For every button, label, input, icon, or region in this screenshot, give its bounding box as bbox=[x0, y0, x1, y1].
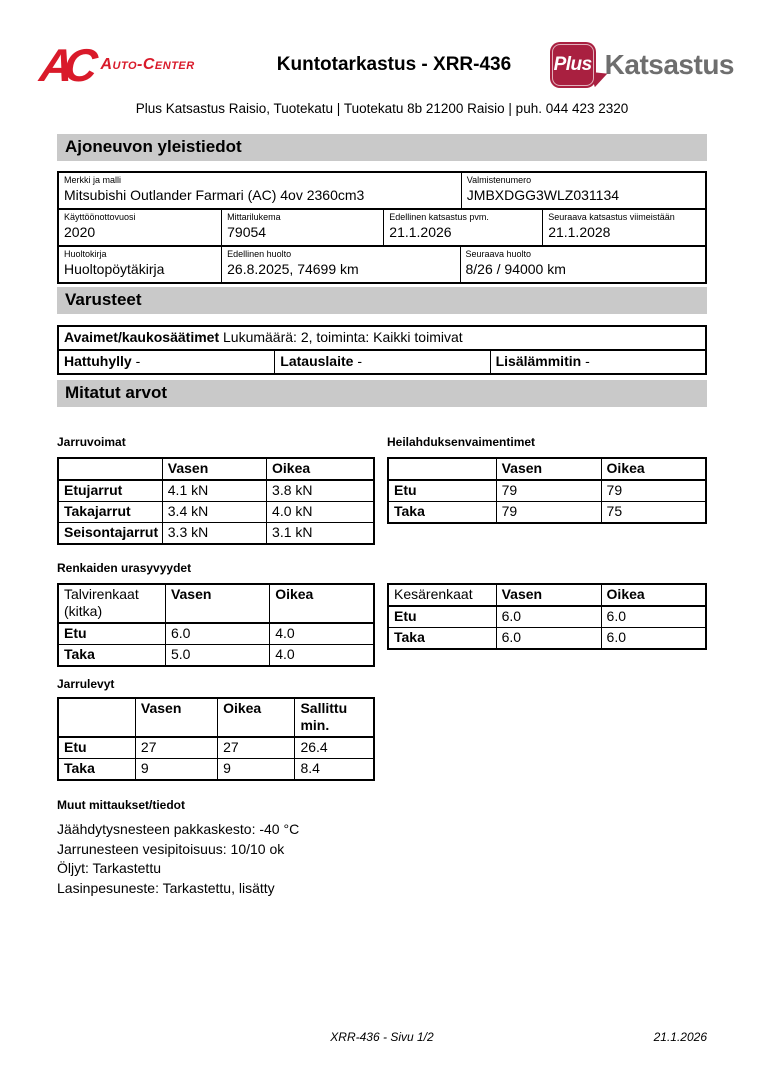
header-cell: Vasen bbox=[496, 584, 601, 606]
brake-forces-table bbox=[57, 457, 375, 545]
table-row bbox=[388, 606, 706, 628]
table-row bbox=[388, 502, 706, 524]
cell-value: 3.3 kN bbox=[162, 523, 266, 545]
field-label: Valmistenumero bbox=[466, 175, 532, 185]
cell-odometer bbox=[221, 210, 383, 245]
field-label: Käyttöönottovuosi bbox=[64, 212, 136, 222]
header-cell: Oikea bbox=[270, 584, 374, 623]
field-value: - bbox=[357, 353, 362, 369]
auto-center-logo bbox=[37, 39, 250, 91]
header-cell: Oikea bbox=[601, 584, 706, 606]
cell-value: 27 bbox=[135, 737, 217, 759]
field-value: 21.1.2028 bbox=[548, 224, 611, 240]
table-row bbox=[58, 523, 374, 545]
table-row bbox=[58, 645, 374, 667]
cell-previous-service bbox=[221, 247, 459, 282]
plus-logo-text: Plus bbox=[553, 54, 592, 75]
field-label: Edellinen katsastus pvm. bbox=[389, 212, 489, 222]
cell-value: 5.0 bbox=[165, 645, 269, 667]
brake-forces-caption: Jarruvoimat bbox=[57, 435, 126, 449]
header-cell: Vasen bbox=[496, 458, 601, 480]
plus-katsastus-logo bbox=[538, 42, 734, 88]
measurement-line: Jarrunesteen vesipitoisuus: 10/10 ok bbox=[57, 840, 285, 857]
brake-discs-caption: Jarrulevyt bbox=[57, 677, 115, 691]
cell-make-model bbox=[59, 173, 461, 208]
cell-charger bbox=[274, 351, 489, 373]
cell-next-service bbox=[460, 247, 705, 282]
cell-value: 79 bbox=[496, 502, 601, 524]
header-cell bbox=[388, 458, 496, 480]
table-row bbox=[58, 623, 374, 645]
header-cell: Kesärenkaat bbox=[388, 584, 496, 606]
row-label: Taka bbox=[388, 502, 496, 524]
winter-tires-table bbox=[57, 583, 375, 667]
field-label: Huoltokirja bbox=[64, 249, 107, 259]
row-label: Etu bbox=[388, 480, 496, 502]
row-label: Seisontajarrut bbox=[58, 523, 162, 545]
cell-value: 8.4 bbox=[295, 759, 374, 781]
field-value: 79054 bbox=[227, 224, 267, 240]
header-cell: Sallittu min. bbox=[295, 698, 374, 737]
row-label: Takajarrut bbox=[58, 502, 162, 523]
table-header-row bbox=[388, 458, 706, 480]
field-label: Latauslaite bbox=[280, 353, 354, 369]
table-row bbox=[58, 502, 374, 523]
row-label: Etu bbox=[388, 606, 496, 628]
measured-row-brakes-shocks bbox=[57, 435, 707, 545]
summer-tires-table bbox=[387, 583, 707, 650]
field-label: Seuraava huolto bbox=[465, 249, 532, 259]
cell-vin bbox=[461, 173, 705, 208]
table-row bbox=[58, 737, 374, 759]
table-row bbox=[59, 173, 705, 208]
shock-absorbers-block bbox=[387, 435, 707, 524]
field-label: Avaimet/kaukosäätimet bbox=[64, 329, 220, 345]
field-value: - bbox=[585, 353, 590, 369]
footer-page-info: XRR-436 - Sivu 1/2 bbox=[330, 1030, 434, 1044]
cell-value: 4.1 kN bbox=[162, 480, 266, 502]
measurement-line: Lasinpesuneste: Tarkastettu, lisätty bbox=[57, 879, 275, 896]
auto-center-logo-mark: AC bbox=[37, 39, 92, 91]
cell-keys-remotes bbox=[59, 327, 705, 349]
report-content bbox=[57, 134, 707, 898]
cell-value: 4.0 kN bbox=[267, 502, 374, 523]
cell-aux-heater bbox=[490, 351, 705, 373]
cell-value: 26.4 bbox=[295, 737, 374, 759]
other-measurements-list bbox=[57, 820, 707, 898]
cell-value: 75 bbox=[601, 502, 706, 524]
measurement-line: Jäähdytysnesteen pakkaskesto: -40 °C bbox=[57, 821, 300, 837]
header-cell: Vasen bbox=[165, 584, 269, 623]
cell-parcel-shelf bbox=[59, 351, 274, 373]
field-value: 2020 bbox=[64, 224, 96, 240]
field-value: Huoltopöytäkirja bbox=[64, 261, 165, 277]
field-value: Mitsubishi Outlander Farmari (AC) 4ov 2360cm3 bbox=[64, 187, 365, 203]
header-cell bbox=[58, 458, 162, 480]
row-label: Etu bbox=[58, 623, 165, 645]
equipment-table bbox=[57, 325, 707, 375]
cell-service-book bbox=[59, 247, 221, 282]
cell-previous-inspection bbox=[383, 210, 542, 245]
row-label: Taka bbox=[58, 645, 165, 667]
field-value: Lukumäärä: 2, toiminta: Kaikki toimivat bbox=[223, 329, 463, 345]
field-value: - bbox=[135, 353, 141, 369]
table-row bbox=[59, 245, 705, 282]
cell-value: 3.4 kN bbox=[162, 502, 266, 523]
table-row bbox=[388, 628, 706, 650]
table-header-row bbox=[58, 458, 374, 480]
table-row bbox=[388, 480, 706, 502]
cell-value: 6.0 bbox=[601, 628, 706, 650]
section-header-vehicle-info: Ajoneuvon yleistiedot bbox=[57, 134, 707, 161]
cell-value: 3.8 kN bbox=[267, 480, 374, 502]
section-header-measured-values: Mitatut arvot bbox=[57, 380, 707, 407]
row-label: Taka bbox=[388, 628, 496, 650]
shock-absorbers-table bbox=[387, 457, 707, 524]
field-label: Seuraava katsastus viimeistään bbox=[548, 212, 675, 222]
cell-value: 3.1 kN bbox=[267, 523, 374, 545]
footer-date: 21.1.2026 bbox=[653, 1030, 707, 1044]
cell-value: 4.0 bbox=[270, 645, 374, 667]
cell-first-use-year bbox=[59, 210, 221, 245]
header-cell: Vasen bbox=[135, 698, 217, 737]
cell-value: 6.0 bbox=[601, 606, 706, 628]
shock-absorbers-caption: Heilahduksenvaimentimet bbox=[387, 435, 536, 449]
page-title: Kuntotarkastus - XRR-436 bbox=[276, 54, 512, 75]
cell-value: 6.0 bbox=[496, 606, 601, 628]
report-header bbox=[37, 36, 734, 94]
cell-next-inspection bbox=[542, 210, 705, 245]
header-cell: Oikea bbox=[601, 458, 706, 480]
cell-value: 9 bbox=[218, 759, 295, 781]
table-row bbox=[59, 208, 705, 245]
table-row bbox=[58, 759, 374, 781]
field-label: Hattuhylly bbox=[64, 353, 132, 369]
row-label: Etujarrut bbox=[58, 480, 162, 502]
cell-value: 9 bbox=[135, 759, 217, 781]
brake-discs-table bbox=[57, 697, 375, 781]
brake-forces-block bbox=[57, 435, 375, 545]
row-label: Taka bbox=[58, 759, 135, 781]
header-cell: Oikea bbox=[267, 458, 374, 480]
station-address-line: Plus Katsastus Raisio, Tuotekatu | Tuotekatu 8b 21200 Raisio | puh. 044 423 2320 bbox=[135, 101, 629, 116]
table-header-row bbox=[58, 698, 374, 737]
auto-center-logo-text: Auto-Center bbox=[100, 56, 195, 73]
section-header-equipment: Varusteet bbox=[57, 287, 707, 314]
measurement-line: Öljyt: Tarkastettu bbox=[57, 860, 162, 876]
field-label: Merkki ja malli bbox=[64, 175, 122, 185]
field-value: 8/26 / 94000 km bbox=[465, 261, 566, 277]
header-cell bbox=[58, 698, 135, 737]
cell-value: 79 bbox=[496, 480, 601, 502]
field-value: JMBXDGG3WLZ031134 bbox=[466, 187, 620, 203]
field-label: Lisälämmitin bbox=[495, 353, 582, 369]
cell-value: 27 bbox=[218, 737, 295, 759]
field-label: Mittarilukema bbox=[227, 212, 281, 222]
field-value: 26.8.2025, 74699 km bbox=[227, 261, 359, 277]
summer-tires-block bbox=[387, 583, 707, 650]
plus-logo-box bbox=[550, 42, 596, 88]
other-measurements-caption: Muut mittaukset/tiedot bbox=[57, 798, 185, 812]
vehicle-info-table bbox=[57, 171, 707, 284]
cell-value: 79 bbox=[601, 480, 706, 502]
field-label: Edellinen huolto bbox=[227, 249, 292, 259]
measured-row-tires bbox=[57, 583, 707, 667]
table-header-row bbox=[388, 584, 706, 606]
cell-value: 4.0 bbox=[270, 623, 374, 645]
winter-tires-block bbox=[57, 583, 375, 667]
row-label: Etu bbox=[58, 737, 135, 759]
cell-value: 6.0 bbox=[496, 628, 601, 650]
tire-treads-caption: Renkaiden urasyvyydet bbox=[57, 561, 192, 575]
table-row bbox=[58, 480, 374, 502]
katsastus-logo-text: Katsastus bbox=[604, 49, 734, 80]
header-cell: Talvirenkaat (kitka) bbox=[58, 584, 165, 623]
cell-value: 6.0 bbox=[165, 623, 269, 645]
table-row bbox=[59, 349, 705, 373]
field-value: 21.1.2026 bbox=[389, 224, 452, 240]
header-cell: Vasen bbox=[162, 458, 266, 480]
header-cell: Oikea bbox=[218, 698, 295, 737]
table-header-row bbox=[58, 584, 374, 623]
